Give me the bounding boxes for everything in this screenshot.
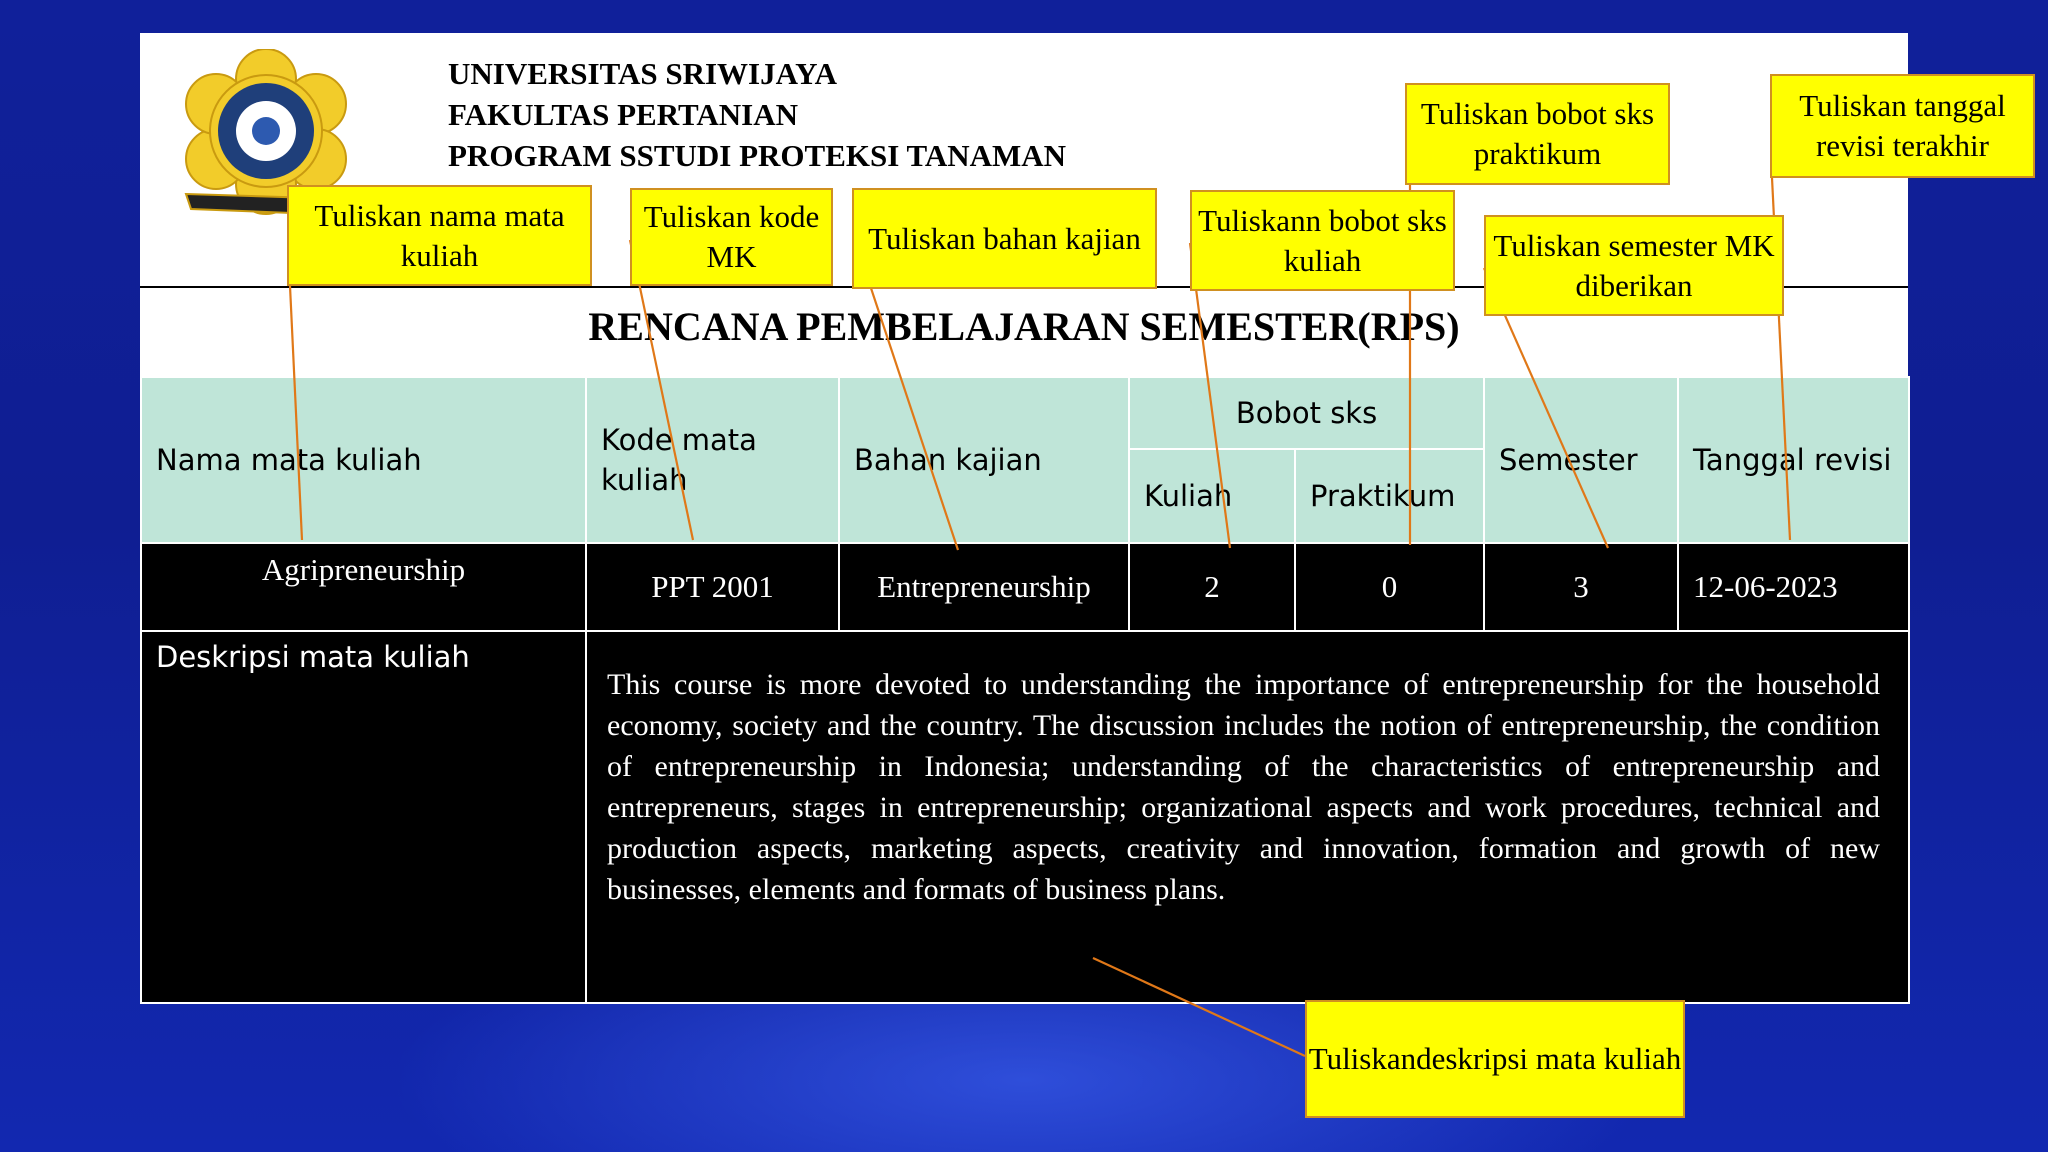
callout-sks-kuliah: Tuliskann bobot sks kuliah <box>1190 190 1455 291</box>
value-semester: 3 <box>1484 543 1678 631</box>
header-bobot: Bobot sks <box>1129 377 1484 449</box>
callout-sks-praktikum: Tuliskan bobot sks praktikum <box>1405 83 1670 185</box>
callout-deskripsi: Tuliskandeskripsi mata kuliah <box>1305 1000 1685 1118</box>
header-kuliah: Kuliah <box>1129 449 1295 543</box>
university-name: UNIVERSITAS SRIWIJAYA <box>448 56 838 91</box>
value-tanggal: 12-06-2023 <box>1678 543 1909 631</box>
value-nama: Agripreneurship <box>141 543 586 631</box>
header-nama: Nama mata kuliah <box>141 377 586 543</box>
description-row <box>141 631 1909 1003</box>
callout-semester: Tuliskan semester MK diberikan <box>1484 215 1784 316</box>
program-name: PROGRAM SSTUDI PROTEKSI TANAMAN <box>448 138 1067 173</box>
faculty-name: FAKULTAS PERTANIAN <box>448 97 799 132</box>
value-praktikum: 0 <box>1295 543 1484 631</box>
value-kuliah: 2 <box>1129 543 1295 631</box>
description-text: This course is more devoted to understanding the importance of entrepreneurship for the household economy, society and the country. The discussion includes the notion of entrepreneurship, the condition of entrepreneurship in Indonesia; understanding of the characteristics of entrepreneurship and entrepreneurs, stages in entrepreneurship; organizational aspects and work procedures, technical and production aspects, marketing aspects, creativity and innovation, formation and growth of new businesses, elements and formats of business plans. <box>586 631 1909 1003</box>
value-bahan: Entrepreneurship <box>839 543 1129 631</box>
header-kode: Kode mata kuliah <box>586 377 839 543</box>
document-title: RENCANA PEMBELAJARAN SEMESTER(RPS) <box>588 304 1460 349</box>
description-label: Deskripsi mata kuliah <box>141 631 586 1003</box>
header-praktikum: Praktikum <box>1295 449 1484 543</box>
header-tanggal: Tanggal revisi <box>1678 377 1909 543</box>
callout-nama: Tuliskan nama mata kuliah <box>287 185 592 286</box>
callout-bahan: Tuliskan bahan kajian <box>852 188 1157 289</box>
callout-kode: Tuliskan kode MK <box>630 188 833 286</box>
rps-table <box>140 376 1910 1004</box>
callout-tanggal: Tuliskan tanggal revisi terakhir <box>1770 74 2035 178</box>
header-bahan: Bahan kajian <box>839 377 1129 543</box>
institution-block <box>448 53 1066 176</box>
header-semester: Semester <box>1484 377 1678 543</box>
value-kode: PPT 2001 <box>586 543 839 631</box>
table-row <box>141 543 1909 631</box>
